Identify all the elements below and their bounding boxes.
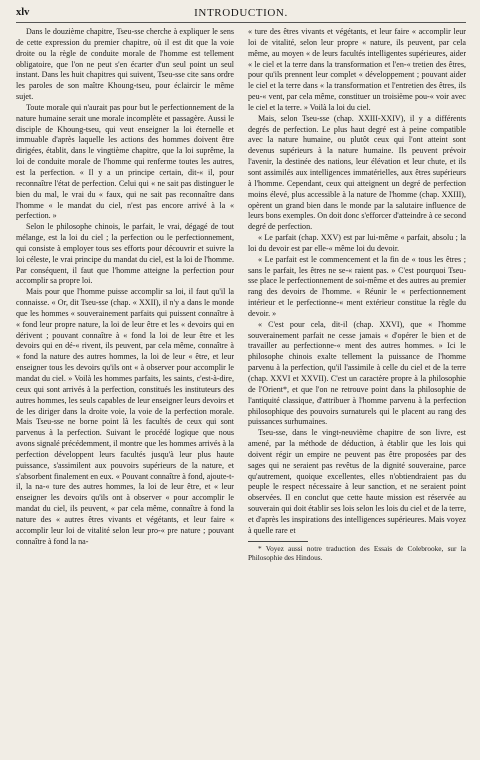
left-column — [16, 27, 234, 563]
right-column — [248, 27, 466, 563]
paragraph: « ture des êtres vivants et végétants, et leur faire « accomplir leur loi de vitalité, selon leur propre « nature, ils peuvent, par cela même, au moyen « de leurs facultés intelligentes supérieures, aider « le ciel et la terre dans la transformation et l'en-« tretien des êtres, pour qu'ils prennent leur complet « développement ; pouvant aider le ciel et la terre dans « la transformation et l'entretien des êtres, ils peu-« vent, par cela même, constituer un troisième pou-« voir avec le ciel et la terre. » Voilà la loi du ciel. — [248, 27, 466, 112]
paragraph: « Le parfait (chap. XXV) est par lui-même « parfait, absolu ; la loi du devoir est par elle-« même loi du devoir. — [248, 233, 466, 253]
page-header — [16, 6, 466, 23]
footnote: * Voyez aussi notre traduction des Essais de Colebrooke, sur la Philosophie des Hindous. — [248, 543, 466, 563]
paragraph: Tseu-sse, dans le vingt-neuvième chapitre de son livre, est amené, par la méthode de déduction, à établir que les lois qui doivent régir un empire ne peuvent pas être proposées par des sages qui ne seraient pas revêtus de la dignité souveraine, parce qu'autrement, quoique excellentes, elles n'obtiendraient pas du peuple le respect nécessaire à leur sanction, et ne seraient point observées. Il en conclut que cette haute mission est réservée au souverain qui doit établir ses lois selon les lois du ciel et de la terre, et d'après les inspirations des intelligences supérieures. Mais voyez à quelle rare et — [248, 428, 466, 535]
two-column-body — [16, 27, 466, 563]
paragraph: « Le parfait est le commencement et la fin de « tous les êtres ; sans le parfait, les êtres ne se-« raient pas. » C'est pourquoi Tseu-sse place le perfectionnement de soi-même et des autres au premier rang des devoirs de l'homme. « Réunir le « perfectionnement intérieur et le perfectionne-« ment extérieur constitue la règle du devoir. » — [248, 254, 466, 318]
page-number: xlv — [16, 7, 30, 18]
paragraph: Dans le douzième chapitre, Tseu-sse cherche à expliquer le sens de cette expression du premier chapitre, où il est dit que la voie droite ou la règle de conduite morale de l'homme est tellement obligatoire, que l'on ne peut s'en écarter d'un seul point un seul instant. Dans les huit chapitres qui suivent, Tseu-sse cite sans ordre les paroles de son maître Khoung-tseu, pour éclaircir le même sujet. — [16, 27, 234, 102]
paragraph: Mais, selon Tseu-sse (chap. XXIII-XXIV), il y a différents degrés de perfection. Le plus haut degré est à peine compatible avec la nature humaine, ou plutôt ceux qui l'ont atteint sont devenus supérieurs à la nature humaine. Ils peuvent prévoir l'avenir, la destinée des nations, leur élévation et leur chute, et ils sont assimilés aux intelligences immatérielles, aux êtres supérieurs à l'homme. Cependant, ceux qui atteignent un degré de perfection moins élevé, plus accessible à la nature de l'homme (chap. XXIII), opèrent un grand bien dans le monde par la salutaire influence de leurs bons exemples. On doit donc s'efforcer d'atteindre à ce second degré de perfection. — [248, 113, 466, 232]
running-title: INTRODUCTION. — [194, 7, 288, 19]
paragraph: Toute morale qui n'aurait pas pour but le perfectionnement de la nature humaine serait une morale incomplète et passagère. Aussi le disciple de Khoung-tseu, qui veut enseigner la loi éternelle et immuable d'après laquelle les actions des hommes doivent être dirigées, établit, dans le vingtième chapitre, que la loi suprême, la loi de conduite morale de l'homme qui renferme toutes les autres, est la perfection. « Il y a un principe certain, dit-« il, pour reconnaître l'état de perfection. Celui qui « ne sait pas distinguer le bien du mal, le vrai du « faux, qui ne sait pas reconnaître dans l'homme « le mandat du ciel, n'est pas encore arrivé à la « perfection. » — [16, 102, 234, 221]
paragraph: Mais pour que l'homme puisse accomplir sa loi, il faut qu'il la connaisse. « Or, dit Tseu-sse (chap. « XXII), il n'y a dans le monde que les hommes « souverainement parfaits qui puissent connaître à « fond leur propre nature, la loi de leur être et les « devoirs qui en dérivent ; pouvant connaître à « fond la loi de leur être et les devoirs qui en dé-« rivent, ils peuvent, par cela même, connaître à « fond la nature des autres hommes, la loi de leur « être, et leur enseigner tous les devoirs qu'ils ont « à observer pour accomplir le mandat du ciel. » Voilà les hommes parfaits, les saints, c'est-à-dire, ceux qui sont arrivés à la perfection, constitués les instituteurs des autres hommes, les seuls capables de leur enseigner leurs devoirs et de les diriger dans la droite voie, la voie de la perfection morale. Mais Tseu-sse ne borne point là les facultés de ceux qui sont parvenus à la perfection. Suivant le procédé logique que nous avons signalé précédemment, il montre que les hommes arrivés à la perfection développent leurs facultés jusqu'à leur plus haute puissance, s'assimilent aux pouvoirs supérieurs de la nature, et s'absorbent finalement en eux. « Pouvant connaître à fond, ajoute-t-il, la na-« ture des autres hommes, la loi de leur être, et « leur enseigner les devoirs qu'ils ont à observer « pour accomplir le mandat du ciel, ils peuvent, « par cela même, connaître à fond la nature des « autres êtres vivants et végétants, et leur faire « accomplir leur loi de vitalité selon leur pro-« pre nature ; pouvant connaître à fond la na- — [16, 287, 234, 546]
paragraph: Selon le philosophe chinois, le parfait, le vrai, dégagé de tout mélange, est la loi du ciel ; la perfection ou le perfectionnement, qui consiste à employer tous ses efforts pour découvrir et suivre la loi céleste, le vrai principe du mandat du ciel, est la loi de l'homme. Par conséquent, il faut que l'homme atteigne la perfection pour accomplir sa propre loi. — [16, 222, 234, 286]
footnote-rule — [248, 541, 308, 542]
paragraph: « C'est pour cela, dit-il (chap. XXVI), que « l'homme souverainement parfait ne cesse jamais « d'opérer le bien et de travailler au perfectionne-« ment des autres hommes. » Ici le philosophe chinois exalte tellement la puissance de l'homme parvenu à la perfection, qu'il l'assimile à celle du ciel et de la terre (chap. XXVI et XXVII). C'est un caractère propre à la philosophie de l'Orient*, et que l'on ne retrouve point dans la philosophie de l'antiquité classique, d'attribuer à l'homme parvenu à la perfection philosophique des pouvoirs surnaturels qui le placent au rang des puissances surhumaines. — [248, 319, 466, 427]
